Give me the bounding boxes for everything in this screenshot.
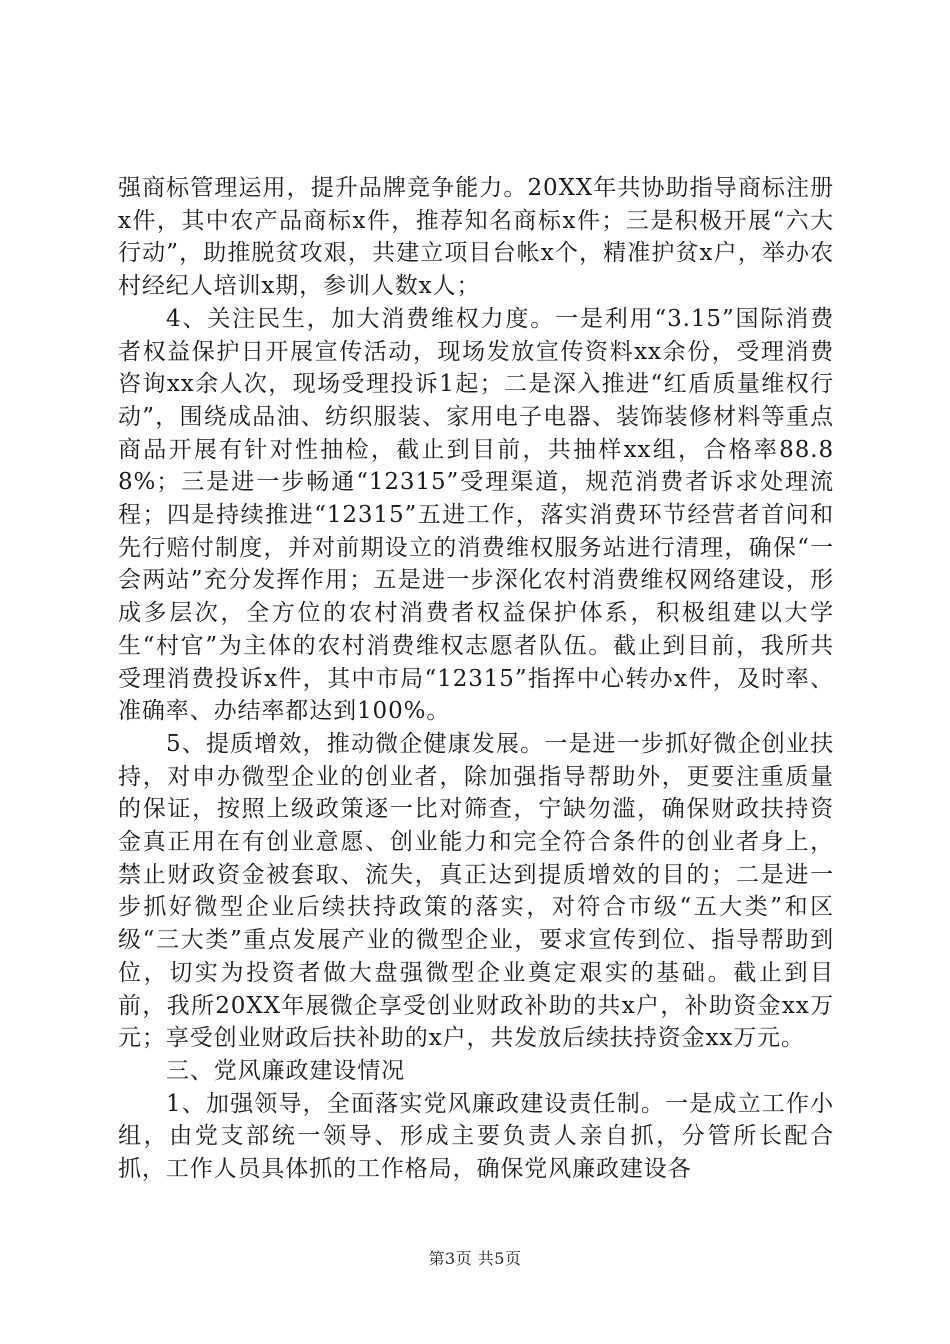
page-number-footer: 第3页 共5页 [428,1249,522,1268]
paragraph-consumer-rights: 4、关注民生，加大消费维权力度。一是利用“3.15”国际消费者权益保护日开展宣传活动，现场发放宣传资料xx余份，受理消费咨询xx余人次，现场受理投诉1起；二是深入推进“红盾质量维权行动”，围绕成品油、纺织服装、家用电子电器、装饰装修材料等重点商品开展有针对性抽检，截止到目前，共抽样xx组，合格率88.88%；三是进一步畅通“12315”受理渠道，规范消费者诉求处理流程；四是持续推进“12315”五进工作，落实消费环节经营者首问和先行赔付制度，并对前期设立的消费维权服务站进行清理，确保“一会两站”充分发挥作用；五是进一步深化农村消费维权网络建设，形成多层次，全方位的农村消费者权益保护体系，积极组建以大学生“村官”为主体的农村消费维权志愿者队伍。截止到目前，我所共受理消费投诉x件，其中市局“12315”指挥中心转办x件，及时率、准确率、办结率都达到100%。 [118,305,834,725]
paragraph-trademark-continuation: 强商标管理运用，提升品牌竞争能力。20XX年共协助指导商标注册x件，其中农产品商标x件，推荐知名商标x件；三是积极开展“六大行动”，助推脱贫攻艰，共建立项目台帐x个，精准护贫x户，举办农村经纪人培训x期，参训人数x人； [118,175,834,300]
paragraph-leadership: 1、加强领导，全面落实党风廉政建设责任制。一是成立工作小组，由党支部统一领导、形成主要负责人亲自抓，分管所长配合抓，工作人员具体抓的工作格局，确保党风廉政建设各 [118,1090,834,1183]
section-heading-party-conduct: 三、党风廉政建设情况 [166,1057,405,1084]
paragraph-micro-enterprise: 5、提质增效，推动微企健康发展。一是进一步抓好微企创业扶持，对申办微型企业的创业者，除加强指导帮助外，更要注重质量的保证，按照上级政策逐一比对筛查，宁缺勿滥，确保财政扶持资金真正用在有创业意愿、创业能力和完全符合条件的创业者身上，禁止财政资金被套取、流失，真正达到提质增效的目的；二是进一步抓好微型企业后续扶持政策的落实，对符合市级“五大类”和区级“三大类”重点发展产业的微型企业，要求宣传到位、指导帮助到位，切实为投资者做大盘强微型企业奠定艰实的基础。截止到目前，我所20XX年展微企享受创业财政补助的共x户，补助资金xx万元；享受创业财政后扶补助的x户，共发放后续扶持资金xx万元。 [118,730,834,1052]
document-body [118,172,834,1186]
